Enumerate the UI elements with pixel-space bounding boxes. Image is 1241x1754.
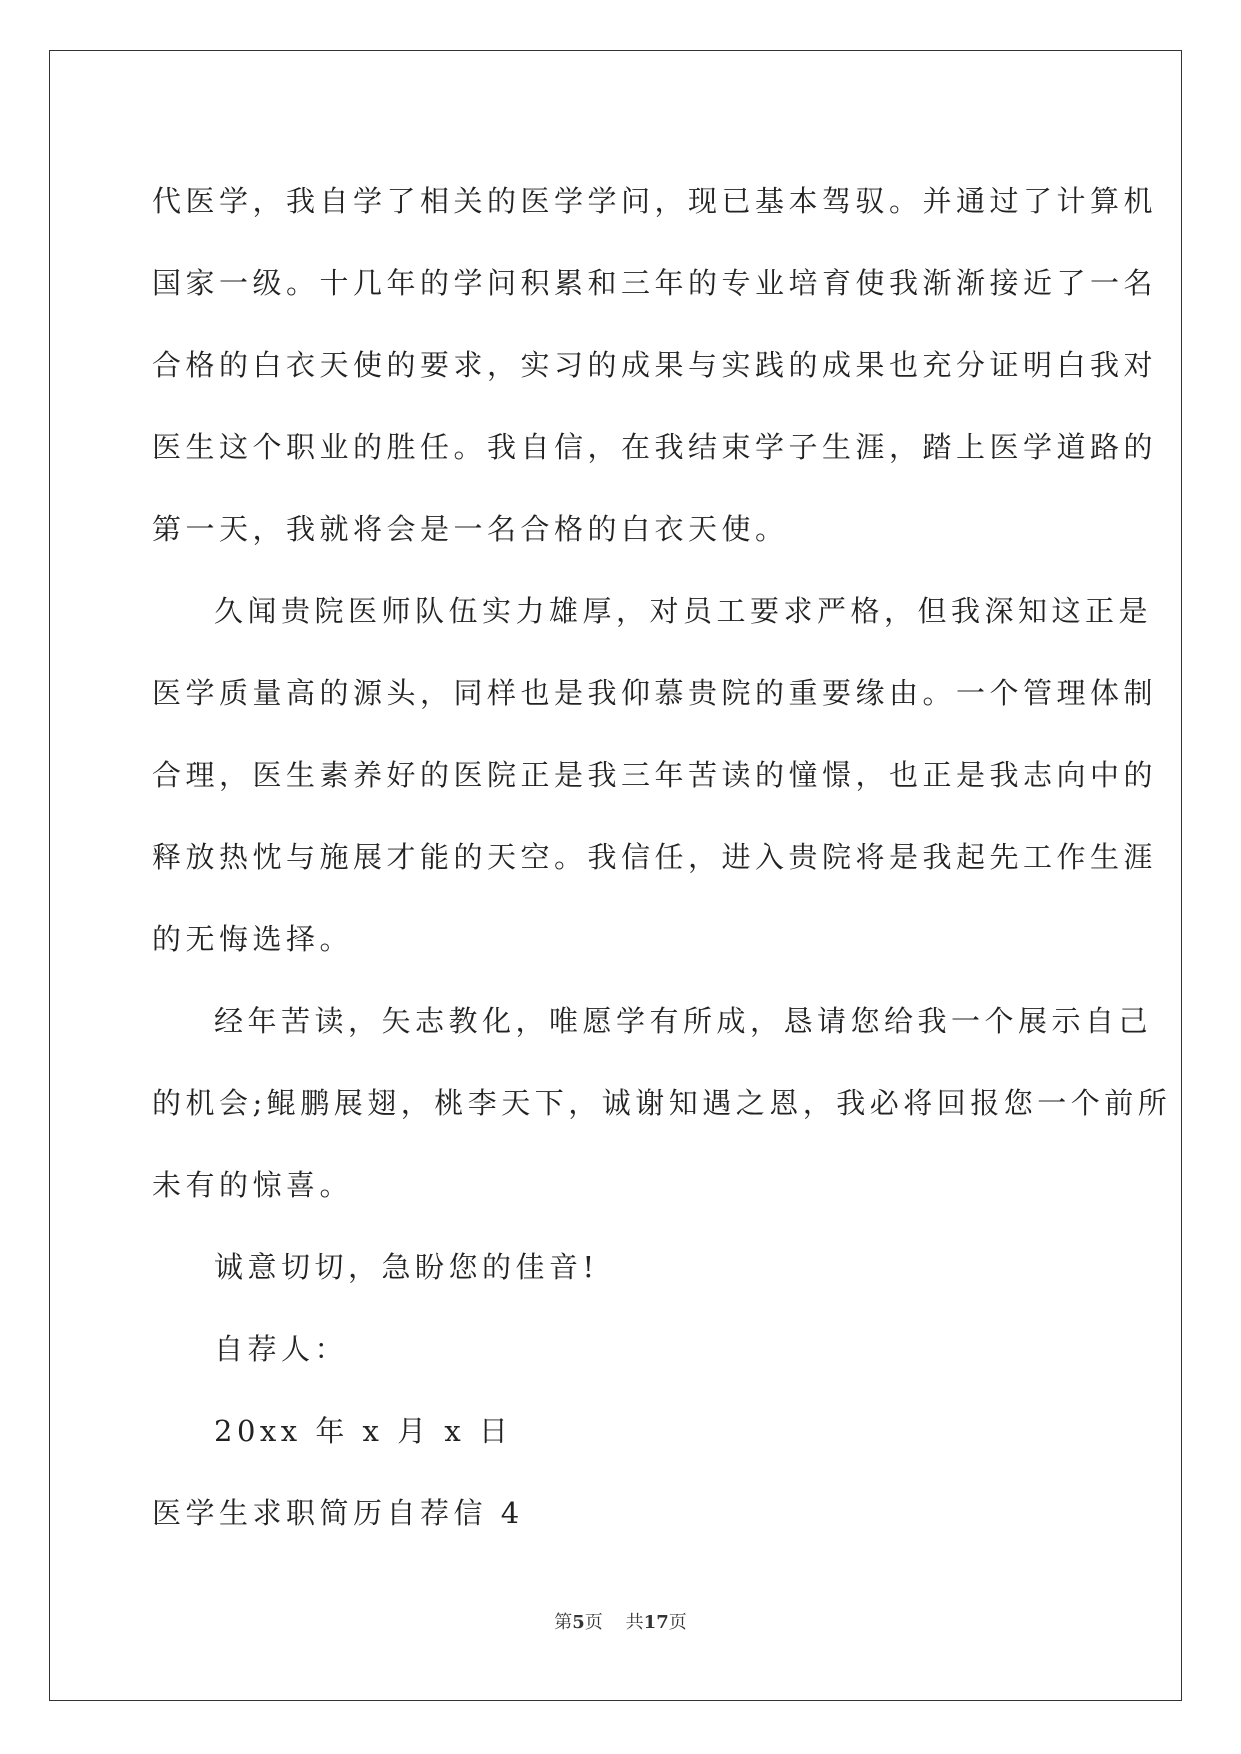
footer-page-suffix: 页 bbox=[584, 1612, 603, 1633]
closing-line: 诚意切切，急盼您的佳音! bbox=[214, 1250, 599, 1284]
text-line: 国家一级。十几年的学问积累和三年的专业培育使我渐渐接近了一名 bbox=[152, 266, 1158, 300]
footer-page-number: 5 bbox=[572, 1612, 585, 1633]
text-line: 合格的白衣天使的要求，实习的成果与实践的成果也充分证明白我对 bbox=[152, 348, 1158, 382]
document-body bbox=[152, 160, 1172, 1554]
section-heading: 医学生求职简历自荐信 4 bbox=[152, 1496, 524, 1530]
footer-total-suffix: 页 bbox=[668, 1612, 687, 1633]
signature-line: 自荐人： bbox=[214, 1332, 349, 1366]
footer-total-prefix: 共 bbox=[625, 1612, 644, 1633]
footer-page-prefix: 第 bbox=[554, 1612, 573, 1633]
paragraph-start-line: 久闻贵院医师队伍实力雄厚，对员工要求严格，但我深知这正是 bbox=[214, 594, 1153, 628]
text-line: 释放热忱与施展才能的天空。我信任，进入贵院将是我起先工作生涯 bbox=[152, 840, 1158, 874]
text-line: 代医学，我自学了相关的医学学问，现已基本驾驭。并通过了计算机 bbox=[152, 184, 1158, 218]
text-line: 医生这个职业的胜任。我自信，在我结束学子生涯，踏上医学道路的 bbox=[152, 430, 1158, 464]
text-line: 未有的惊喜。 bbox=[152, 1168, 354, 1202]
footer-total-pages: 17 bbox=[643, 1612, 669, 1633]
text-line: 的无悔选择。 bbox=[152, 922, 354, 956]
page-footer bbox=[0, 1608, 1241, 1634]
date-line: 20xx 年 x 月 x 日 bbox=[214, 1414, 513, 1448]
text-line: 合理，医生素养好的医院正是我三年苦读的憧憬，也正是我志向中的 bbox=[152, 758, 1158, 792]
paragraph-start-line: 经年苦读，矢志教化，唯愿学有所成，恳请您给我一个展示自己 bbox=[214, 1004, 1153, 1038]
text-line: 第一天，我就将会是一名合格的白衣天使。 bbox=[152, 512, 789, 546]
text-line: 的机会;鲲鹏展翅，桃李天下，诚谢知遇之恩，我必将回报您一个前所 bbox=[152, 1086, 1172, 1120]
text-line: 医学质量高的源头，同样也是我仰慕贵院的重要缘由。一个管理体制 bbox=[152, 676, 1158, 710]
